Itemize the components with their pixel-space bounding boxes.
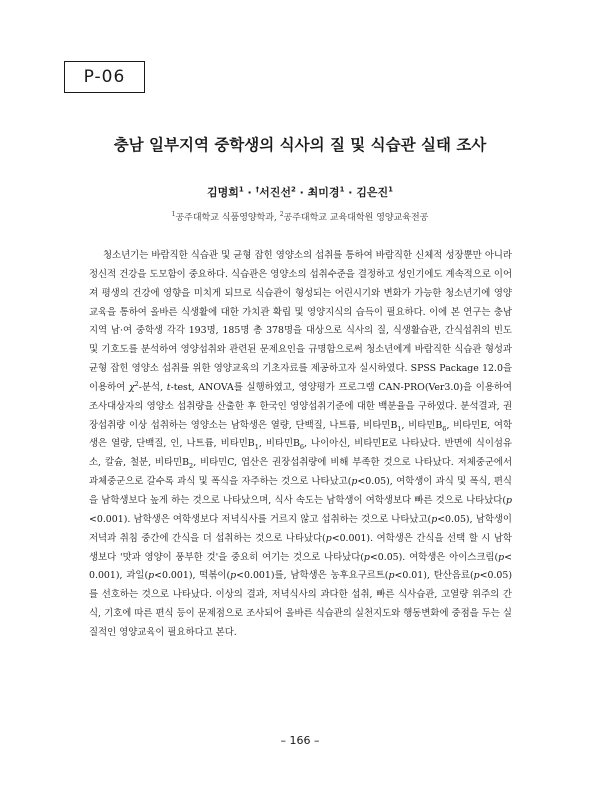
abstract-text-run: p [148,570,155,582]
abstract-text-run: <0.05)를 선호하는 것으로 나타났다. 이상의 결과, 저녁식사의 과다한 섭취, 빠른 식사습관, 고열량 위주의 간식, 기호에 따른 편식 등이 문제점으로 조사되어 올바른 식습관의 실천지도와 행동변화에 중점을 두는 실질적인 영양교육이 필요하다고 본다. [89,570,513,638]
abstract-text-run: -test, ANOVA를 실행하였고, 영양평가 프로그램 CAN-PRO(Ver3.0)을 이용하여 조사대상자의 영양소 섭취량을 산출한 후 한국인 영양섭취기준에 대한 백분율을 구하였다. 분석결과, 권장섭취량 이상 섭취하는 영양소는 남학생은 열량, 단백질, 나트륨, 비타민B [89,381,512,431]
abstract-code: P-06 [83,67,126,87]
abstract-text-run: -분석, [138,381,167,393]
abstract-text-run: p [388,570,395,582]
abstract-text-run: <0.001), 떡볶이( [154,570,231,582]
abstract-text-run: p [230,570,237,582]
abstract-text-run: <0.001), 과일( [89,551,512,582]
author-name: 김명희$^1$ [206,185,244,199]
abstract-text-run: <0.001). 남학생은 여학생보다 저녁식사를 거르지 않고 섭취하는 것으로 나타났고( [89,513,432,525]
paper-title: 충남 일부지역 중학생의 식사의 질 및 식습관 실태 조사 [113,136,487,154]
author-separator: · [295,186,308,199]
abstract-text-run: 2 [189,462,194,471]
abstract-text-run: <0.05). 여학생은 아이스크림( [369,551,499,563]
abstract-text-run: , 비타민C, 엽산은 권장섭취량에 비해 부족한 것으로 나타났다. 저체중군에서 과체중군으로 갈수록 과식 및 폭식을 자주하는 것으로 나타났고( [89,457,512,488]
page-number: – 166 – [280,734,320,747]
abstract-body [89,247,512,643]
abstract-text-run: p [473,570,480,582]
affiliation-line [0,210,600,223]
abstract-text-run: t [166,381,171,393]
affiliation-1: $^1$공주대학교 식품영양학과, [171,211,277,223]
abstract-text-run: p [351,476,358,488]
abstract-text-run: 청소년기는 바람직한 식습관 및 균형 잡힌 영양소의 섭취를 통하여 바람직한 신체적 성장뿐만 아니라 정신적 건강을 도모함이 중요하다. 식습관은 영양소의 섭취수준을 결정하고 성인기에도 계속적으로 이어져 평생의 건강에 영향을 미치게 되므로 식습관이 형성되는 어린시기와 변화가 가능한 청소년기에 영양교육을 통하여 올바른 식생활에 대한 가치관 확립 및 영양지식의 습득이 필요하다. 이에 본 연구는 충남지역 남·여 중학생 각각 193명, 185명 총 378명을 대상으로 식사의 질, 식생활습관, 간식섭취의 빈도 및 기호도를 분석하여 영양섭취와 관련된 문제요인을 규명함으로써 청소년에게 바람직한 식습관 형성과 균형 잡힌 영양소 섭취를 위한 영양교육의 기초자료를 제공하고자 실시하였다. SPSS Package 12.0을 이용하여 [89,250,512,393]
author-name: 최미경$^1$ [307,185,345,199]
abstract-text-run: 1 [397,424,402,433]
abstract-text-run: <0.01), 탄산음료( [394,570,474,582]
author-name: †서진선$^2$ [255,185,296,199]
abstract-text-run: p [325,532,332,544]
abstract-text-run: <0.05), 남학생이 저녁과 취침 중간에 간식을 더 섭취하는 것으로 나타났다( [89,513,512,544]
abstract-text-run: p [498,551,505,563]
abstract-text-run: 1 [254,443,259,452]
abstract-text-run: p [431,513,438,525]
abstract-text-run: p [505,494,512,506]
abstract-text-run: , 비타민E, 여학생은 열량, 단백질, 인, 나트륨, 비타민B [89,419,512,450]
abstract-text-run: , 비타민B [401,419,443,431]
abstract-text-run: 2 [134,379,139,388]
abstract-text-run: , 비타민B [258,438,300,450]
abstract-text-run: <0.001)를, 남학생은 농후요구르트( [236,570,389,582]
abstract-text-run: χ [128,381,135,393]
abstract-text-run: p [363,551,370,563]
abstract-text-run: 6 [442,424,447,433]
abstract-text-run: , 나이아신, 비타민E로 나타났다. 반면에 식이섬유소, 칼슘, 철분, 비타민B [89,438,512,469]
author-separator: · [243,186,256,199]
abstract-text-run: <0.05), 여학생이 과식 및 폭식, 편식을 남학생보다 높게 하는 것으로 나타났으며, 식사 속도는 남학생이 여학생보다 빠른 것으로 나타났다( [89,476,512,506]
abstract-text-run: 6 [299,443,305,452]
author-list [0,184,600,200]
affiliation-2: $^2$공주대학교 교육대학원 영양교육전공 [279,211,429,223]
author-separator: · [344,186,357,199]
abstract-code-box [64,61,145,93]
abstract-text-run: <0.001). 여학생은 간식을 선택 할 시 남학생보다 '맛과 영양이 풍부한 것'을 중요히 여기는 것으로 나타났다( [89,532,512,563]
author-name: 김은진$^1$ [356,185,394,199]
